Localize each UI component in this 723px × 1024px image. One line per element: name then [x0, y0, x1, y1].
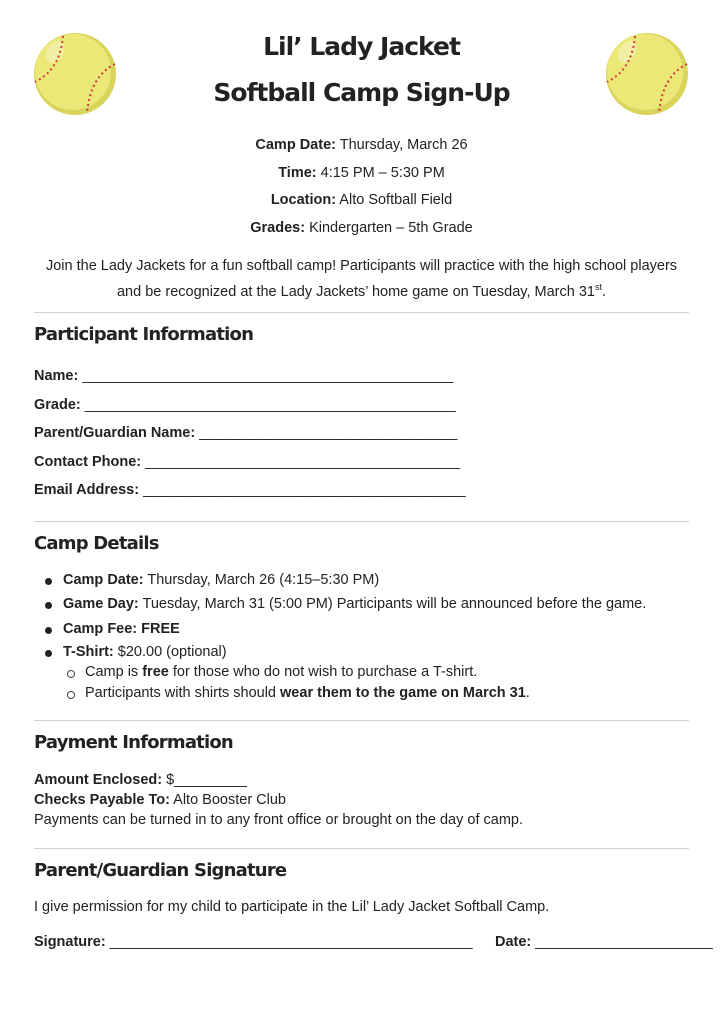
name-field[interactable]: Name: ______________________________________________: [34, 368, 454, 384]
section-heading-participant: Participant Information: [34, 324, 254, 345]
section-heading-payment: Payment Information: [34, 732, 233, 753]
amount-enclosed-field[interactable]: Amount Enclosed: $_________: [34, 772, 247, 788]
section-heading-signature: Parent/Guardian Signature: [34, 860, 287, 881]
date-field[interactable]: Date: ______________________: [495, 934, 713, 950]
info-time: Time: 4:15 PM – 5:30 PM: [278, 164, 445, 181]
bullet-icon: [45, 578, 52, 585]
bullet-icon: [45, 602, 52, 609]
contact-phone-field[interactable]: Contact Phone: _______________________________________: [34, 454, 460, 470]
info-grades: Grades: Kindergarten – 5th Grade: [250, 219, 473, 236]
tshirt-sublist: [34, 664, 694, 706]
page-subtitle: Softball Camp Sign-Up: [213, 78, 510, 107]
divider: [34, 521, 689, 522]
camp-info: [0, 135, 723, 245]
list-item: Camp Date: Thursday, March 26 (4:15–5:30 PM): [34, 572, 694, 596]
page-title: Lil’ Lady Jacket: [263, 32, 460, 61]
intro-paragraph: Join the Lady Jackets for a fun softball camp! Participants will practice with the high school players and be recognized at the Lady Jackets’ home game on Tuesday, March 31st.: [45, 258, 678, 300]
info-camp-date: Camp Date: Thursday, March 26: [255, 137, 468, 153]
section-heading-camp-details: Camp Details: [34, 533, 159, 554]
parent-name-field[interactable]: Parent/Guardian Name: ________________________________: [34, 425, 458, 441]
camp-details-list: [34, 572, 694, 664]
list-item: T-Shirt: $20.00 (optional): [34, 644, 694, 664]
divider: [34, 312, 689, 313]
circle-bullet-icon: [67, 691, 75, 699]
info-location: Location: Alto Softball Field: [270, 192, 453, 208]
grade-field[interactable]: Grade: ______________________________________________: [34, 397, 456, 413]
permission-text: I give permission for my child to participate in the Lil’ Lady Jacket Softball Camp.: [34, 899, 550, 915]
email-field[interactable]: Email Address: ________________________________________: [34, 482, 466, 498]
list-item: Camp Fee: FREE: [34, 621, 694, 644]
divider: [34, 848, 689, 849]
divider: [34, 720, 689, 721]
list-item: Game Day: Tuesday, March 31 (5:00 PM) Participants will be announced before the game.: [34, 596, 694, 621]
checks-payable: Checks Payable To: Alto Booster Club: [34, 792, 287, 808]
list-item: Participants with shirts should wear them to the game on March 31.: [34, 685, 694, 706]
payment-note: Payments can be turned in to any front office or brought on the day of camp.: [34, 812, 523, 828]
signature-field[interactable]: Signature: _____________________________________________: [34, 934, 473, 950]
bullet-icon: [45, 650, 52, 657]
bullet-icon: [45, 627, 52, 634]
circle-bullet-icon: [67, 670, 75, 678]
list-item: Camp is free for those who do not wish to purchase a T-shirt.: [34, 664, 694, 685]
